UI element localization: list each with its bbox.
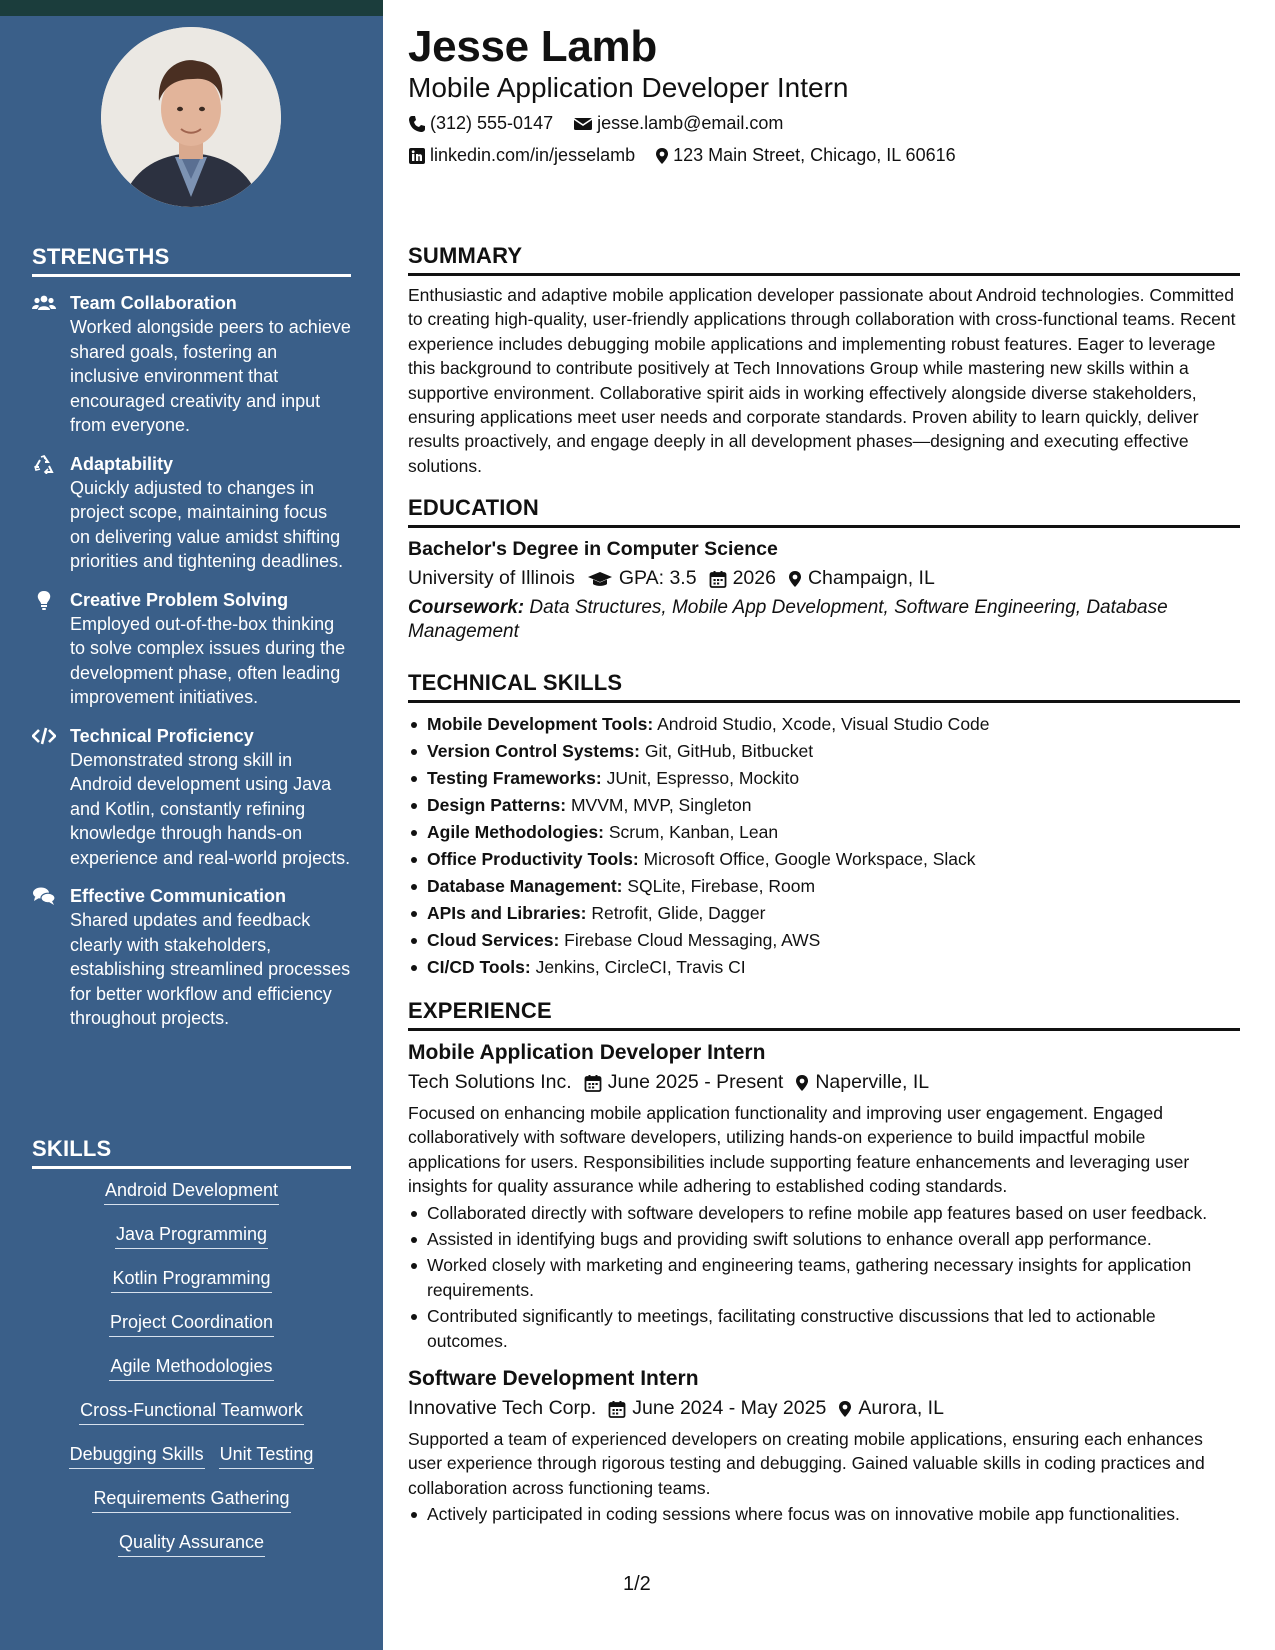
address-contact	[655, 145, 956, 166]
page-number: 1/2	[623, 1573, 651, 1595]
skill-values: SQLite, Firebase, Room	[627, 876, 816, 896]
job-title: Software Development Intern	[408, 1367, 699, 1391]
map-pin-icon	[838, 1400, 852, 1418]
degree-title: Bachelor's Degree in Computer Science	[408, 538, 778, 560]
job-dates: June 2024 - May 2025	[632, 1397, 827, 1420]
skill-tag: Android Development	[104, 1177, 279, 1205]
sidebar	[0, 16, 383, 1650]
list-item	[408, 711, 1240, 738]
summary-section	[408, 243, 1240, 478]
list-item: Actively participated in coding sessions where focus was on innovative mobile app functionalities.	[408, 1502, 1240, 1526]
calendar-icon	[709, 570, 727, 588]
envelope-icon	[573, 116, 593, 132]
education-location-item	[788, 567, 935, 590]
job-summary: Supported a team of experienced developers on creating mobile applications, ensuring each enhances user experience through rigorous testing and debugging. Gained valuable skills in coding practices and collaboration across functioning teams.	[408, 1429, 1205, 1498]
skill-tag: Quality Assurance	[118, 1529, 265, 1557]
skill-tag: Cross-Functional Teamwork	[79, 1397, 304, 1425]
phone-icon	[408, 115, 426, 133]
job-title: Mobile Application Developer Intern	[408, 1041, 766, 1064]
gpa-item	[587, 567, 697, 590]
skills-list	[32, 1169, 351, 1557]
calendar-icon	[608, 1400, 626, 1418]
candidate-name: Jesse Lamb	[408, 22, 657, 71]
skill-tag: Java Programming	[115, 1221, 268, 1249]
skill-values: MVVM, MVP, Singleton	[570, 795, 752, 815]
job-bullets	[408, 1201, 1240, 1353]
skill-tag: Project Coordination	[109, 1309, 274, 1337]
strength-name: Creative Problem Solving	[70, 589, 289, 610]
list-item: Contributed significantly to meetings, facilitating constructive discussions that led to actionable outcomes.	[408, 1304, 1240, 1353]
skill-values: Retrofit, Glide, Dagger	[591, 903, 766, 923]
street-address: 123 Main Street, Chicago, IL 60616	[673, 145, 956, 165]
skill-category: Cloud Services:	[427, 930, 560, 950]
map-pin-icon	[655, 147, 669, 165]
job-meta	[408, 1397, 1240, 1420]
job-location: Naperville, IL	[815, 1071, 930, 1093]
skills-section	[32, 1136, 351, 1573]
strength-name: Team Collaboration	[70, 293, 237, 313]
strength-name: Technical Proficiency	[70, 725, 254, 746]
strength-description: Worked alongside peers to achieve shared goals, fostering an inclusive environment that encouraged creativity and input from everyone.	[70, 317, 351, 435]
strength-description: Shared updates and feedback clearly with stakeholders, establishing streamlined processes for better workflow and efficiency throughout projects.	[70, 910, 351, 1028]
skill-category: Testing Frameworks:	[427, 768, 602, 788]
list-item	[408, 846, 1240, 873]
candidate-title: Mobile Application Developer Intern	[408, 72, 849, 103]
map-pin-icon	[788, 570, 802, 588]
graduation-cap-icon	[587, 570, 613, 588]
job-meta	[408, 1071, 1240, 1094]
skill-values: Scrum, Kanban, Lean	[608, 822, 779, 842]
skill-tag: Debugging Skills	[69, 1441, 205, 1469]
calendar-icon	[584, 1074, 602, 1092]
skill-values: Microsoft Office, Google Workspace, Slack	[643, 849, 976, 869]
job-bullets	[408, 1502, 1240, 1526]
list-item	[408, 873, 1240, 900]
skill-category: Database Management:	[427, 876, 623, 896]
users-icon	[32, 293, 56, 313]
map-pin-icon	[795, 1074, 809, 1092]
strength-name: Adaptability	[70, 453, 174, 474]
skill-category: Mobile Development Tools:	[427, 714, 654, 734]
email-address: jesse.lamb@email.com	[597, 113, 784, 133]
technical-skills-list	[408, 711, 1240, 981]
strengths-section	[32, 244, 351, 1031]
code-icon	[32, 726, 56, 746]
top-accent-bar	[0, 0, 383, 16]
list-item: Collaborated directly with software developers to refine mobile app features based on user feedback.	[408, 1201, 1240, 1225]
skill-tag: Kotlin Programming	[111, 1265, 271, 1293]
list-item	[408, 765, 1240, 792]
list-item	[408, 954, 1240, 981]
skill-category: Design Patterns:	[427, 795, 567, 815]
coursework	[408, 596, 1240, 644]
experience-section	[408, 998, 1240, 1527]
coursework-label: Coursework:	[408, 597, 525, 618]
job-location: Aurora, IL	[858, 1397, 944, 1420]
list-item	[408, 819, 1240, 846]
job-summary: Focused on enhancing mobile application functionality and improving user engagement. Engaged collaboratively with software developers, utilizing hands-on experience to build impactful mobile applications for users. Responsibilities include supporting feature enhancements and leveraging user insights for quality assurance while adhering to established coding standards.	[408, 1103, 1190, 1197]
skills-heading: SKILLS	[32, 1136, 351, 1169]
recycle-icon	[32, 454, 56, 474]
skill-category: Version Control Systems:	[427, 741, 640, 761]
comments-icon	[32, 886, 56, 906]
strengths-heading: STRENGTHS	[32, 244, 351, 277]
strength-item	[32, 884, 351, 1031]
graduation-year: 2026	[732, 567, 776, 589]
graduation-year-item	[709, 567, 776, 590]
skill-category: Agile Methodologies:	[427, 822, 604, 842]
list-item	[408, 738, 1240, 765]
skill-category: CI/CD Tools:	[427, 957, 531, 977]
skill-values: Git, GitHub, Bitbucket	[644, 741, 814, 761]
strength-description: Employed out-of-the-box thinking to solve complex issues during the development phase, often leading improvement initiatives.	[70, 613, 346, 707]
list-item	[408, 900, 1240, 927]
skill-values: Jenkins, CircleCI, Travis CI	[535, 957, 746, 977]
list-item	[408, 927, 1240, 954]
skill-category: Office Productivity Tools:	[427, 849, 639, 869]
education-location: Champaign, IL	[807, 567, 935, 589]
coursework-list: Data Structures, Mobile App Development, Software Engineering, Database Management	[408, 597, 1168, 642]
strength-item	[32, 452, 351, 574]
skill-tag: Agile Methodologies	[109, 1353, 273, 1381]
job-dates: June 2025 - Present	[607, 1071, 784, 1093]
education-heading: EDUCATION	[408, 495, 1240, 528]
skill-category: APIs and Libraries:	[427, 903, 587, 923]
email-contact	[573, 113, 783, 134]
job-location-item	[795, 1071, 929, 1094]
education-section	[408, 495, 1240, 644]
experience-heading: EXPERIENCE	[408, 998, 1240, 1031]
gpa-value: GPA: 3.5	[618, 567, 697, 589]
linkedin-contact	[408, 145, 635, 166]
strength-name: Effective Communication	[70, 886, 287, 906]
contact-row	[408, 113, 803, 134]
strength-item	[32, 724, 351, 871]
list-item: Worked closely with marketing and engineering teams, gathering necessary insights for application requirements.	[408, 1253, 1240, 1302]
skill-tag: Requirements Gathering	[92, 1485, 290, 1513]
skill-values: JUnit, Espresso, Mockito	[606, 768, 800, 788]
profile-photo	[101, 27, 281, 207]
job-dates-item	[584, 1071, 784, 1094]
technical-skills-section	[408, 670, 1240, 981]
company-name: Tech Solutions Inc.	[408, 1071, 572, 1093]
skill-values: Firebase Cloud Messaging, AWS	[564, 930, 821, 950]
school-name: University of Illinois	[408, 567, 575, 589]
education-meta	[408, 567, 1240, 590]
linkedin-url: linkedin.com/in/jesselamb	[430, 145, 636, 165]
summary-text: Enthusiastic and adaptive mobile application developer passionate about Android technologies. Committed to creating high-quality, user-friendly applications through collaboration with cross-functional teams. Recent experience includes debugging mobile applications and implementing robust features. Eager to leverage this background to contribute positively at Tech Innovations Group while mastering new skills within a supportive environment. Collaborative spirit aids in working effectively alongside diverse stakeholders, ensuring applications meet user needs and corporate standards. Proven ability to learn quickly, deliver results proactively, and engage deeply in all development phases—designing and executing effective solutions.	[408, 285, 1236, 476]
job-dates-item	[608, 1397, 826, 1420]
job-location-item	[838, 1397, 944, 1420]
technical-skills-heading: TECHNICAL SKILLS	[408, 670, 1240, 703]
phone-contact	[408, 113, 553, 134]
linkedin-icon	[408, 147, 426, 165]
skill-values: Android Studio, Xcode, Visual Studio Code	[657, 714, 990, 734]
strength-item	[32, 588, 351, 710]
strength-description: Quickly adjusted to changes in project scope, maintaining focus on delivering value amidst shifting priorities and tightening deadlines.	[70, 477, 344, 571]
phone-number: (312) 555-0147	[430, 113, 554, 133]
contact-row	[408, 145, 976, 166]
list-item	[408, 792, 1240, 819]
skill-tag: Unit Testing	[219, 1441, 315, 1469]
company-name: Innovative Tech Corp.	[408, 1397, 597, 1420]
strength-description: Demonstrated strong skill in Android development using Java and Kotlin, constantly refining knowledge through hands-on experience and real-world projects.	[70, 749, 351, 868]
list-item: Assisted in identifying bugs and providing swift solutions to enhance overall app performance.	[408, 1227, 1240, 1251]
lightbulb-icon	[32, 590, 56, 610]
strength-item	[32, 291, 351, 438]
summary-heading: SUMMARY	[408, 243, 1240, 276]
